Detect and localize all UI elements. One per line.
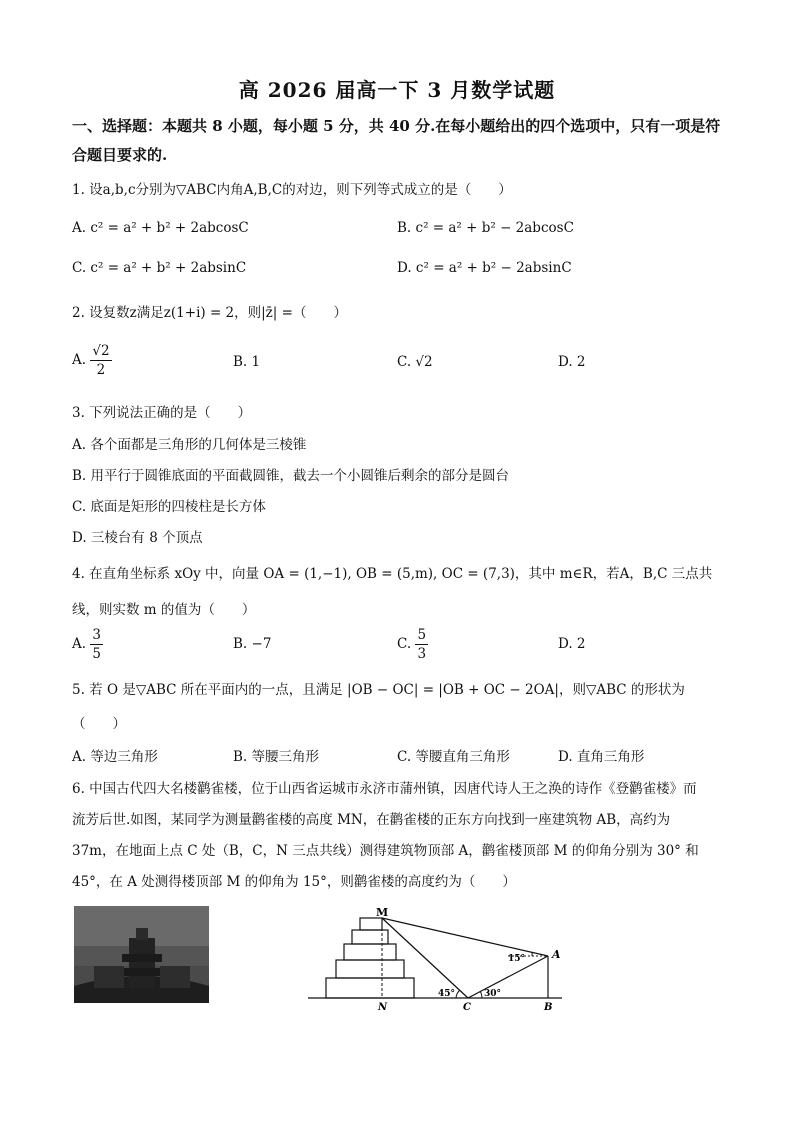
- question-6-line-4: 45°，在 A 处测得楼顶部 M 的仰角为 15°，则鹳雀楼的高度约为（ ）: [72, 874, 516, 890]
- question-4-line-1: 4. 在直角坐标系 xOy 中，向量 OA = (1,−1), OB = (5,m), OC = (7,3)，其中 m∈R，若A，B,C 三点共: [72, 566, 713, 582]
- question-1-stem: 1. 设a,b,c分别为▽ABC内角A,B,C的对边，则下列等式成立的是（ ）: [72, 182, 512, 198]
- question-2-option-a: [72, 342, 112, 379]
- label-b: B: [544, 1002, 553, 1013]
- label-m: M: [376, 906, 389, 919]
- question-4-option-a: [72, 626, 103, 663]
- angle-arc-45: [456, 990, 460, 998]
- denominator: 2: [96, 362, 106, 378]
- angle-label-15: 15°: [508, 954, 526, 964]
- question-3-option-a: A. 各个面都是三角形的几何体是三棱锥: [72, 437, 307, 453]
- question-2-option-b: B. 1: [233, 354, 261, 370]
- question-4-option-d: D. 2: [558, 636, 586, 652]
- question-5-line-2: （ ）: [72, 716, 126, 732]
- numerator: √2: [92, 343, 110, 359]
- label-n: N: [378, 1002, 388, 1013]
- question-1-option-b: B. c² = a² + b² − 2abcosC: [397, 220, 574, 236]
- denominator: 5: [92, 646, 101, 662]
- question-4-option-b: B. −7: [233, 636, 272, 652]
- numerator: 5: [417, 627, 427, 643]
- question-6-line-2: 流芳后世.如图，某同学为测量鹳雀楼的高度 MN，在鹳雀楼的正东方向找到一座建筑物 AB，高约为: [72, 812, 671, 828]
- question-5-line-1: 5. 若 O 是▽ABC 所在平面内的一点，且满足 |OB − OC| = |OB + OC − 2OA|，则▽ABC 的形状为: [72, 682, 685, 698]
- tower-tier-5: [360, 918, 382, 930]
- question-1-option-c: C. c² = a² + b² + 2absinC: [72, 260, 247, 276]
- tower-tier-1: [326, 978, 414, 998]
- question-3-option-c: C. 底面是矩形的四棱柱是长方体: [72, 499, 266, 515]
- fraction: [90, 342, 111, 379]
- question-5-option-d: D. 直角三角形: [558, 749, 645, 765]
- question-5-option-b: B. 等腰三角形: [233, 749, 320, 765]
- question-6-line-1: 6. 中国古代四大名楼鹳雀楼，位于山西省运城市永济市蒲州镇，因唐代诗人王之涣的诗作《登鹳雀楼》而: [72, 781, 697, 797]
- question-3-option-d: D. 三棱台有 8 个顶点: [72, 530, 203, 546]
- page-title: 高 2026 届高一下 3 月数学试题: [238, 78, 556, 102]
- question-3-option-b: B. 用平行于圆锥底面的平面截圆锥，截去一个小圆锥后剩余的部分是圆台: [72, 468, 510, 484]
- question-2-stem: 2. 设复数z满足z(1+i) = 2，则|z̄| =（ ）: [72, 305, 347, 321]
- label-c: C: [463, 1002, 471, 1013]
- option-label: A.: [72, 352, 87, 368]
- question-1-option-a: A. c² = a² + b² + 2abcosC: [72, 220, 249, 236]
- tower-tier-3: [344, 944, 396, 960]
- numerator: 3: [92, 627, 101, 643]
- fraction: [90, 626, 103, 663]
- geometry-figure: [300, 906, 580, 1016]
- tower-photo: [74, 906, 209, 1003]
- tower-photo-drawing: [74, 906, 209, 1003]
- question-4-line-2: 线，则实数 m 的值为（ ）: [72, 602, 256, 618]
- tower-tier-2: [336, 960, 404, 978]
- option-label: A.: [72, 636, 87, 652]
- question-1-option-d: D. c² = a² + b² − 2absinC: [397, 260, 572, 276]
- question-5-option-a: A. 等边三角形: [72, 749, 158, 765]
- question-6-line-3: 37m，在地面上点 C 处（B，C，N 三点共线）测得建筑物顶部 A，鹳雀楼顶部 M 的仰角分别为 30° 和: [72, 843, 699, 859]
- angle-label-45: 45°: [438, 989, 456, 999]
- angle-arc-30: [480, 991, 482, 998]
- question-3-stem: 3. 下列说法正确的是（ ）: [72, 405, 252, 421]
- segment-mc: [382, 918, 468, 998]
- fraction: [415, 626, 428, 663]
- section-heading: 一、选择题：本题共 8 小题，每小题 5 分，共 40 分.在每小题给出的四个选项中，只有一项是符合题目要求的.: [72, 117, 721, 164]
- tower-tier-4: [352, 930, 388, 944]
- denominator: 3: [417, 646, 427, 662]
- question-2-option-d: D. 2: [558, 354, 586, 370]
- label-a: A: [552, 948, 561, 961]
- question-2-option-c: C. √2: [397, 354, 433, 370]
- question-4-option-c: [397, 626, 428, 663]
- question-5-option-c: C. 等腰直角三角形: [397, 749, 510, 765]
- option-label: C.: [397, 636, 412, 652]
- angle-label-30: 30°: [484, 989, 502, 999]
- segment-ma: [382, 918, 548, 956]
